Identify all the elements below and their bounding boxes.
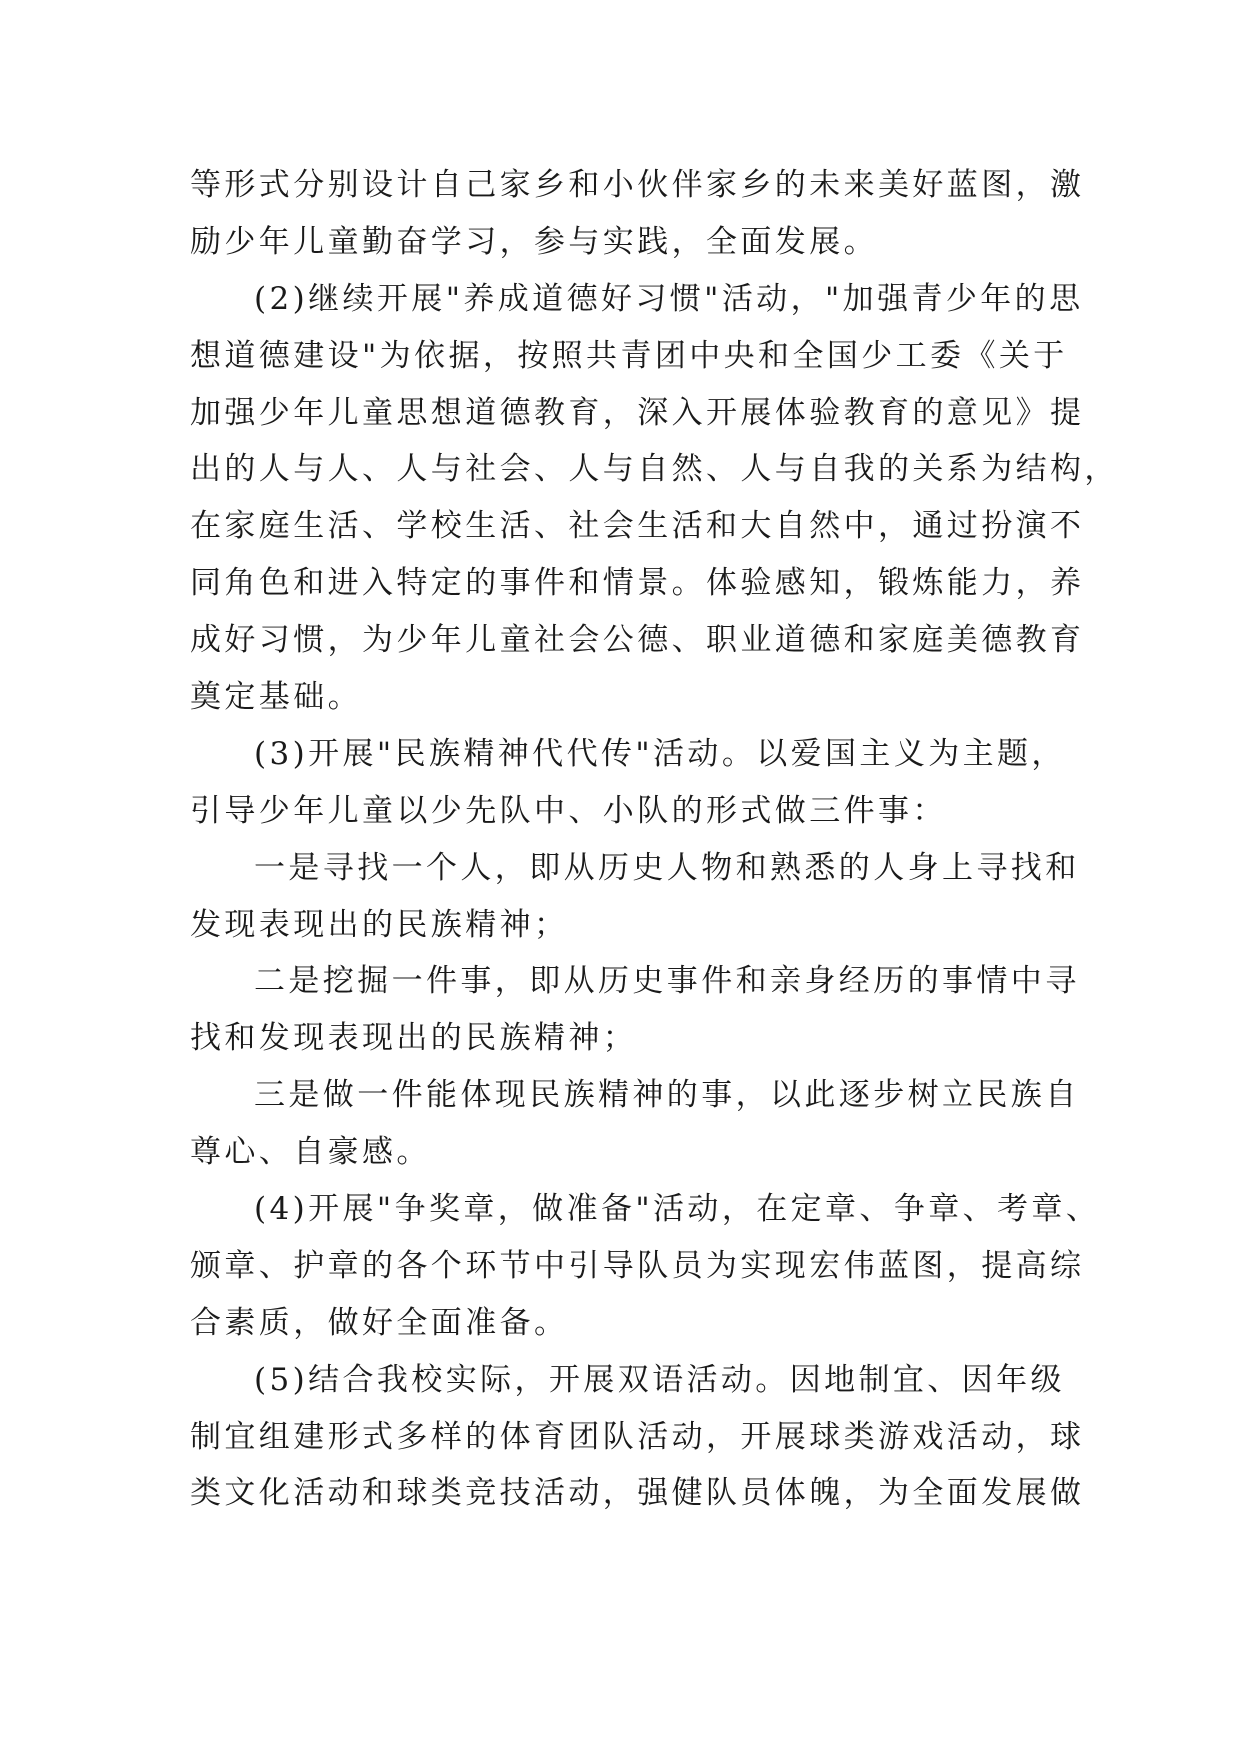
body-text: [190, 157, 1119, 1522]
text-line: 加强少年儿童思想道德教育，深入开展体验教育的意见》提: [190, 394, 1085, 431]
text-line: 三是做一件能体现民族精神的事，以此逐步树立民族自: [254, 1077, 1080, 1114]
text-line: 发现表现出的民族精神；: [190, 906, 569, 943]
text-line: 制宜组建形式多样的体育团队活动，开展球类游戏活动，球: [190, 1418, 1085, 1455]
text-line: 合素质，做好全面准备。: [190, 1304, 569, 1341]
text-line: 出的人与人、人与社会、人与自然、人与自我的关系为结构，: [190, 451, 1119, 488]
text-line: 找和发现表现出的民族精神；: [190, 1020, 638, 1057]
text-line: (5)结合我校实际，开展双语活动。因地制宜、因年级: [254, 1361, 1065, 1398]
text-line: 想道德建设"为依据，按照共青团中央和全国少工委《关于: [190, 337, 1068, 374]
text-line: 同角色和进入特定的事件和情景。体验感知，锻炼能力，养: [190, 565, 1085, 602]
text-line: 尊心、自豪感。: [190, 1134, 431, 1171]
text-line: 奠定基础。: [190, 679, 362, 716]
text-line: (4)开展"争奖章，做准备"活动，在定章、争章、考章、: [254, 1191, 1101, 1228]
text-line: 类文化活动和球类竞技活动，强健队员体魄，为全面发展做: [190, 1475, 1085, 1512]
text-line: (3)开展"民族精神代代传"活动。以爱国主义为主题，: [254, 735, 1066, 772]
text-line: 等形式分别设计自己家乡和小伙伴家乡的未来美好蓝图，激: [190, 167, 1085, 203]
text-line: 一是寻找一个人，即从历史人物和熟悉的人身上寻找和: [254, 849, 1080, 886]
text-line: 在家庭生活、学校生活、社会生活和大自然中，通过扮演不: [190, 508, 1085, 545]
text-line: 引导少年儿童以少先队中、小队的形式做三件事：: [190, 792, 947, 829]
text-line: 二是挖掘一件事，即从历史事件和亲身经历的事情中寻: [254, 963, 1080, 1000]
text-line: (2)继续开展"养成道德好习惯"活动，"加强青少年的思: [254, 280, 1084, 317]
text-line: 成好习惯，为少年儿童社会公德、职业道德和家庭美德教育: [190, 622, 1085, 659]
text-line: 颁章、护章的各个环节中引导队员为实现宏伟蓝图，提高综: [190, 1247, 1085, 1284]
text-line: 励少年儿童勤奋学习，参与实践，全面发展。: [190, 223, 878, 260]
